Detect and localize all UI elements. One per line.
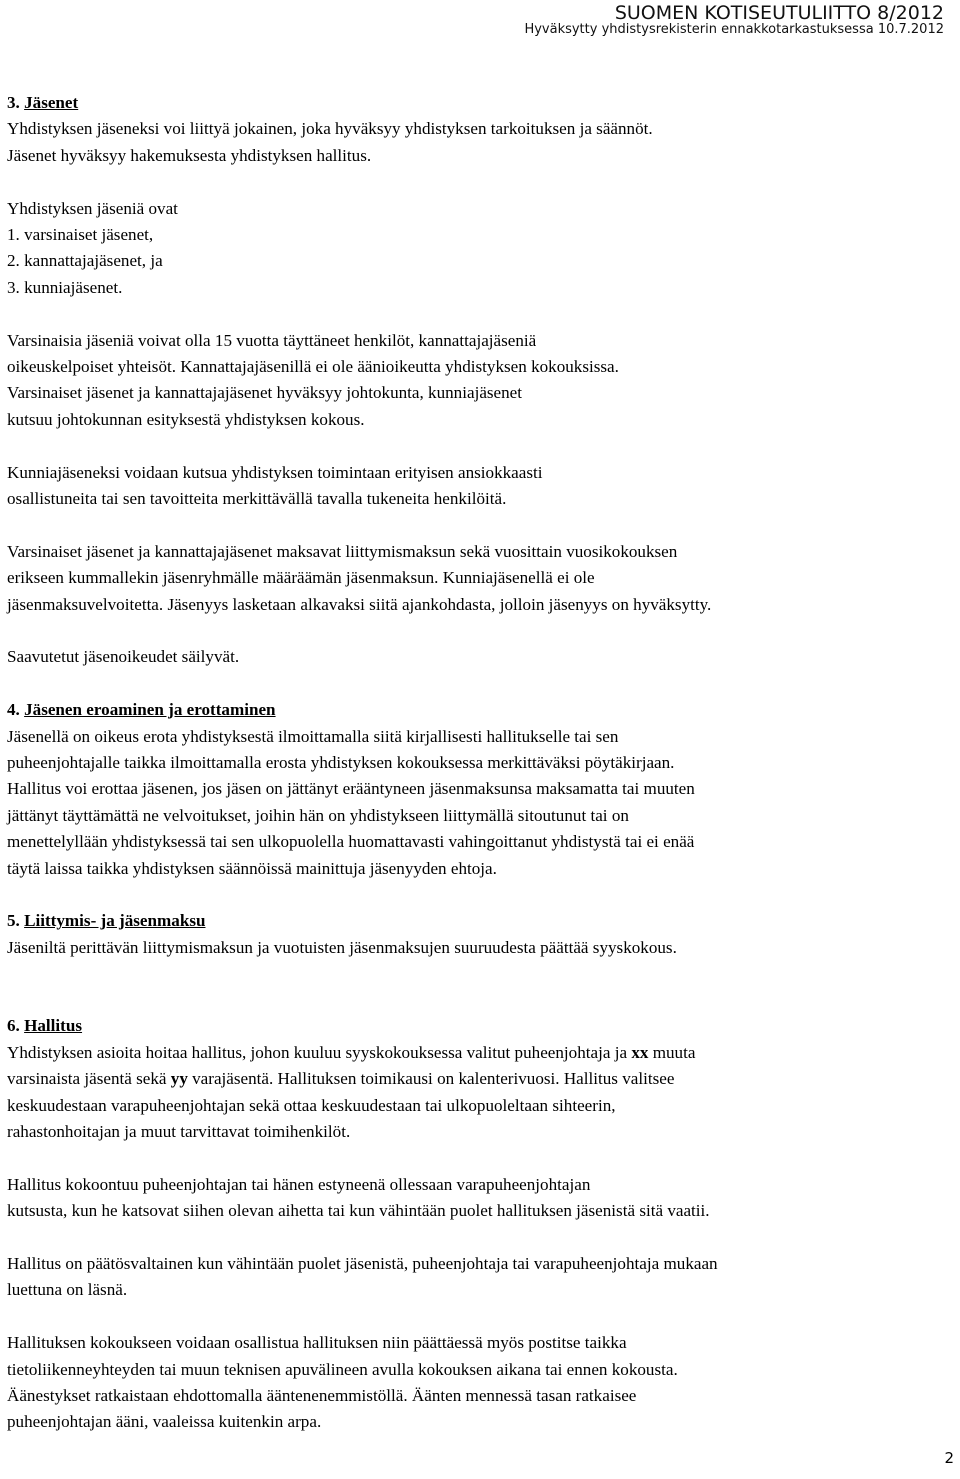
section-5-heading [7, 908, 959, 934]
section-4-line: täytä laissa taikka yhdistyksen säännöissä mainittuja jäsenyyden ehtoja. [7, 858, 497, 878]
page-number: 2 [944, 1449, 954, 1467]
section-6-line: keskuudestaan varapuheenjohtajan sekä ottaa keskuudestaan tai ulkopuoleltaan sihteerin, [7, 1095, 616, 1115]
section-6-line: rahastonhoitajan ja muut tarvittavat toimihenkilöt. [7, 1121, 351, 1141]
section-3-line: Jäsenet hyväksyy hakemuksesta yhdistyksen hallitus. [7, 145, 372, 165]
section-6-line: Äänestykset ratkaistaan ehdottomalla ääntenenemmistöllä. Äänten mennessä tasan ratkaisee [7, 1385, 637, 1405]
section-3-line: kutsuu johtokunnan esityksestä yhdistyksen kokous. [7, 409, 365, 429]
member-type-item: 3. kunniajäsenet. [7, 277, 123, 297]
section-3-line: Saavutetut jäsenoikeudet säilyvät. [7, 647, 240, 667]
section-6-number: 6. [7, 1016, 25, 1036]
section-6-line [7, 1066, 959, 1092]
section-3-line: oikeuskelpoiset yhteisöt. Kannattajajäsenillä ei ole äänioikeutta yhdistyksen kokouksissa. [7, 357, 619, 377]
text-run: varsinaista jäsentä sekä [7, 1069, 171, 1089]
section-3-line: Varsinaiset jäsenet ja kannattajajäsenet hyväksyy johtokunta, kunniajäsenet [7, 383, 523, 403]
section-6-line: luettuna on läsnä. [7, 1280, 128, 1300]
text-run: varajäsentä. Hallituksen toimikausi on kalenterivuosi. Hallitus valitsee [187, 1069, 675, 1089]
section-4-line: menettelyllään yhdistyksessä tai sen ulkopuolella huomattavasti vahingoittanut yhdistystä tai ei enää [7, 832, 695, 852]
document-body [7, 90, 959, 1436]
header-subtitle: Hyväksytty yhdistysrekisterin ennakkotarkastuksessa 10.7.2012 [524, 22, 944, 37]
section-4-number: 4. [7, 700, 25, 720]
section-3-heading [7, 90, 959, 116]
text-run: muuta [648, 1042, 696, 1062]
section-6-line: Hallitus kokoontuu puheenjohtajan tai hänen estyneenä ollessaan varapuheenjohtajan [7, 1174, 591, 1194]
placeholder-yy: yy [170, 1069, 188, 1089]
section-3-line: erikseen kummallekin jäsenryhmälle määräämän jäsenmaksun. Kunniajäsenellä ei ole [7, 568, 595, 588]
placeholder-xx: xx [631, 1042, 649, 1062]
section-6-line: Hallitus on päätösvaltainen kun vähintään puolet jäsenistä, puheenjohtaja tai varapuheenjohtaja mukaan [7, 1253, 718, 1273]
section-6-line [7, 1040, 959, 1066]
section-3-line: jäsenmaksuvelvoitetta. Jäsenyys lasketaan alkavaksi siitä ajankohdasta, jolloin jäsenyys on hyväksytty. [7, 594, 712, 614]
section-4-title: Jäsenen eroaminen ja erottaminen [24, 700, 276, 720]
member-type-item: 1. varsinaiset jäsenet, [7, 225, 154, 245]
section-5-number: 5. [7, 911, 25, 931]
section-4-heading [7, 697, 959, 723]
section-4-line: jättänyt täyttämättä ne velvoitukset, joihin hän on yhdistykseen liittymällä sitoutunut tai on [7, 805, 629, 825]
header-title: SUOMEN KOTISEUTULIITTO 8/2012 [614, 2, 944, 24]
section-6-line: kutsusta, kun he katsovat siihen olevan aihetta tai kun vähintään puolet hallituksen jäsenistä sitä vaatii. [7, 1201, 710, 1221]
section-3-number: 3. [7, 93, 25, 112]
section-3-line: Yhdistyksen jäseniä ovat [7, 198, 178, 218]
section-6-title: Hallitus [24, 1016, 83, 1036]
section-3-line: Varsinaisia jäseniä voivat olla 15 vuotta täyttäneet henkilöt, kannattajajäseniä [7, 330, 537, 350]
section-4-line: puheenjohtajalle taikka ilmoittamalla erosta yhdistyksen kokouksessa merkittäväksi pöytäkirjaan. [7, 753, 675, 773]
text-run: Yhdistyksen asioita hoitaa hallitus, johon kuuluu syyskokouksessa valitut puheenjohtaja ja [7, 1042, 632, 1062]
section-3-line: Yhdistyksen jäseneksi voi liittyä jokainen, joka hyväksyy yhdistyksen tarkoituksen ja säännöt. [7, 119, 653, 139]
section-3-title: Jäsenet [24, 93, 79, 112]
section-6-heading [7, 1013, 959, 1039]
section-4-line: Hallitus voi erottaa jäsenen, jos jäsen on jättänyt erääntyneen jäsenmaksunsa maksamatta tai muuten [7, 779, 695, 799]
section-3-line: osallistuneita tai sen tavoitteita merkittävällä tavalla tukeneita henkilöitä. [7, 489, 507, 509]
section-6-line: puheenjohtajan ääni, vaaleissa kuitenkin arpa. [7, 1412, 322, 1432]
section-6-line: tietoliikenneyhteyden tai muun teknisen apuvälineen avulla kokouksen aikana tai ennen kokousta. [7, 1359, 678, 1379]
member-type-item: 2. kannattajajäsenet, ja [7, 251, 163, 271]
section-5-line: Jäseniltä perittävän liittymismaksun ja vuotuisten jäsenmaksujen suuruudesta päättää syyskokous. [7, 937, 677, 957]
section-3-line: Kunniajäseneksi voidaan kutsua yhdistyksen toimintaan erityisen ansiokkaasti [7, 462, 543, 482]
section-5-title: Liittymis- ja jäsenmaksu [24, 911, 206, 931]
section-6-line: Hallituksen kokoukseen voidaan osallistua hallituksen niin päättäessä myös postitse taikka [7, 1333, 627, 1353]
section-4-line: Jäsenellä on oikeus erota yhdistyksestä ilmoittamalla siitä kirjallisesti hallitukselle tai sen [7, 726, 619, 746]
section-3-line: Varsinaiset jäsenet ja kannattajajäsenet maksavat liittymismaksun sekä vuosittain vuosikokouksen [7, 541, 678, 561]
